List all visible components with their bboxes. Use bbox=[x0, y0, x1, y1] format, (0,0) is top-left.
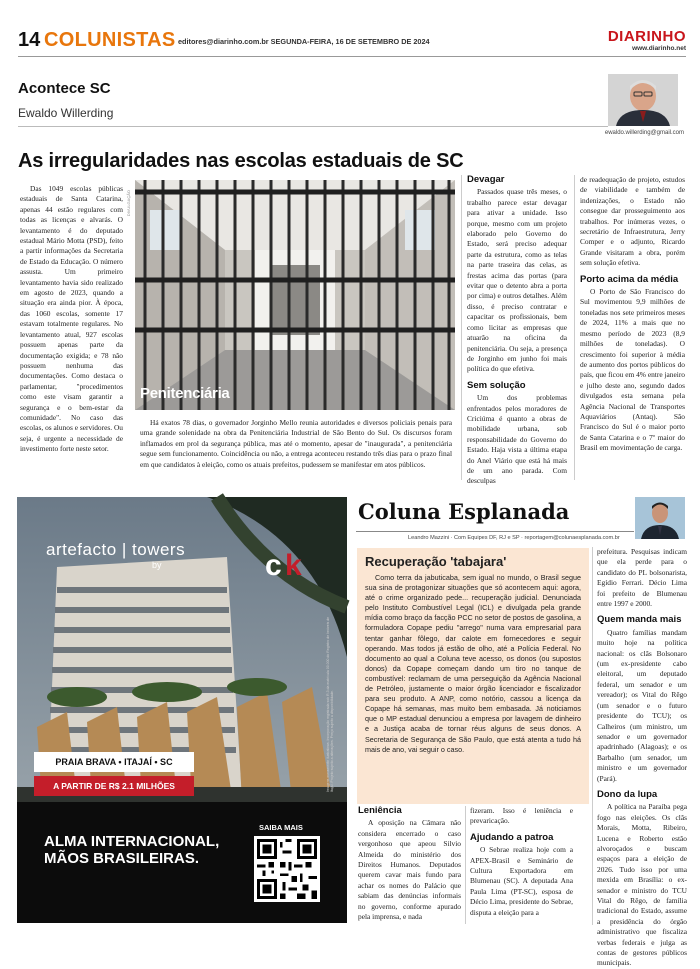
leniencia-text: A oposição na Câmara não considera encerrado o caso vergonhoso que apeou Silvio Almeida do ministério dos Direitos Humanos. Deputados querem cavar mais fundo para achar os nomes do Palácio que sabiam das denúncias informais no governo, conforme apurado pela imprensa, e nada bbox=[358, 818, 461, 922]
esplanada-column-2 bbox=[470, 806, 573, 918]
manda-text: Quatro famílias mandam muito hoje na política nacional: os clãs Bolsonaro (um ex-presidente cabo eleitoral, um deputado federal, um senador e um vereador); os Vital do Rêgo (um senador e o futuro presidente do TCU); os Calheiros (um ministro, um senador e um governador apadrinhado (Alagoas); e os Barbalho (um senador, um ministro e um governador (Pará). bbox=[597, 627, 687, 783]
article-left-column bbox=[20, 184, 123, 455]
column-rule bbox=[574, 175, 575, 480]
patroa-text: O Sebrae realiza hoje com a APEX-Brasil e Seminário de Cultura Exportadora em Blumenau (SC). A deputada Ana Paula Lima (PT-SC), esposa de Décio Lima, presidente do Sebrae, disputa a eleição para a bbox=[470, 845, 573, 917]
subhead-porto: Porto acima da média bbox=[580, 273, 679, 285]
esplanada-column-3 bbox=[597, 547, 687, 969]
column-rule bbox=[465, 806, 466, 924]
author-photo bbox=[608, 74, 678, 126]
qr-code-icon[interactable] bbox=[254, 836, 320, 902]
esplanada-byline: Leandro Mazzini · Com Equipes DF, RJ e SP · reportagem@colunaesplanada.com.br bbox=[408, 535, 620, 541]
author-email[interactable]: ewaldo.willerding@gmail.com bbox=[604, 130, 684, 136]
prison-photo bbox=[135, 180, 455, 410]
header-meta: editores@diarinho.com.br SEGUNDA-FEIRA, 16 DE SETEMBRO DE 2024 bbox=[178, 37, 430, 46]
col2-continuation: fizeram. Isso é leniência e prevaricação. bbox=[470, 806, 573, 826]
subhead-manda: Quem manda mais bbox=[597, 614, 682, 626]
article-intro-paragraph: Das 1049 escolas públicas estaduais de Santa Catarina, apenas 44 estão regulares com todas as licenças e alvarás. O levantamento é do deputado estadual Mário Motta (PSD), feito a partir informações da Secretaria de Estado da Educação. O número assusta. Um primeiro levantamento havia sido realizado em agosto de 2023, quando a situação era ainda pior. À época, das 1060 escolas, somente 17 estavam totalmente regulares. No levantamento atual, 927 escolas possuem apenas parte da documentação exigida; e 78 não possuem nenhuma das documentações. Como destaca o parlamentar, "procedimentos como este visam garantir a segurança e o bem-estar da comunidade". No caso das escolas, os alunos e servidores. Ou seja, é urgente a necessidade de investimento forte neste setor. bbox=[20, 184, 123, 454]
featured-box-title: Recuperação 'tabajara' bbox=[365, 554, 507, 569]
devagar-text: Passados quase três meses, o trabalho parece estar devagar para ativar a unidade. Isso porque, mesmo com um projeto elaborado pelo Governo do Estado, será preciso adequar parte da estrutura, como as telas na parte traseira das celas, as frestas acima das portas (para evitar que o detento abra a porta por cima) e outros detalhes. Além disso, é preciso contratar e capacitar os profissionais, bem como licitar as empresas que atuarão na oficina da penitenciária. Ou seja, a presença de Jorginho em junho foi mais política do que efetiva. bbox=[467, 187, 567, 374]
esplanada-author-photo bbox=[635, 497, 685, 539]
esplanada-column-1 bbox=[358, 806, 461, 922]
page-number: 14 bbox=[18, 29, 41, 51]
section-title: COLUNISTAS bbox=[44, 29, 176, 51]
column-rule bbox=[461, 175, 462, 480]
subhead-patroa: Ajudando a patroa bbox=[470, 831, 554, 843]
photo-credit: DIVULGAÇÃO bbox=[126, 190, 131, 217]
column-author: Ewaldo Willerding bbox=[18, 106, 114, 120]
col3-continuation: prefeitura. Pesquisas indicam que ela perde para o candidato do PL bolsonarista, Egídio Ferrari. Décio Lima foi prefeito de Blumenau entre 1997 e 2000. bbox=[597, 547, 687, 609]
porto-text: O Porto de São Francisco do Sul movimentou 9,9 milhões de toneladas nos sete primeiros meses de 2024, 11% a mais que no mesmo período de 2023 (8,9 milhões de toneladas). O crescimento foi superior à média de aumento dos portos públicos do país, que ficou em 4% entre janeiro e julho deste ano, segundo dados divulgados esta semana pela Agência Nacional de Transportes Aquaviários (Antaq). São Francisco do Sul é o maior porto de Santa Catarina e o 7º maior do Brasil em movimentação de carga. bbox=[580, 287, 685, 453]
ad-slogan: ALMA INTERNACIONAL, MÃOS BRASILEIRAS. bbox=[44, 833, 220, 867]
right-continuation-text: de readequação de projeto, estudos de viabilidade e também de indenizações, o Estado não consegue dar prosseguimento aos trabalhos. Por inúmeras vezes, o secretário de Infraestrutura, Jerry Comper e o adjunto, Ricardo Grande visitaram a obra, porém sem solução efetiva. bbox=[580, 175, 685, 268]
photo-label: Penitenciária bbox=[140, 385, 230, 402]
esplanada-title: Coluna Esplanada bbox=[358, 499, 570, 524]
header-divider bbox=[18, 56, 686, 57]
ad-brand: artefacto | towers bbox=[46, 540, 186, 559]
svg-text:k: k bbox=[285, 549, 302, 582]
svg-text:c: c bbox=[265, 549, 282, 582]
solucao-text: Um dos problemas enfrentados pelos moradores de Criciúma é quanto a obras de mobilidade urbana, sob responsabilidade do Governo do Estado. Haja vista a última etapa do Anel Viário que está há mais de um ano parada. Com desculpas bbox=[467, 393, 567, 486]
logo-text: DIARINHO bbox=[607, 28, 686, 45]
lupa-text: A política na Paraíba pega fogo nas eleições. Os clãs Morais, Motta, Ribeiro, Lucena e Roberto estão alvoroçados e buscam espaços para a eleição de 2026. Tudo isso por uma mexida em Brasília: o ex-senador e ministro do TCU Vital do Rêgo, de família tradicional do Estado, assume a presidência do órgão administrativo que fiscaliza verbas federais e julga as contas de gestores públicos municipais. bbox=[597, 802, 687, 968]
featured-box-text: Como terra da jabuticaba, sem igual no mundo, o Brasil segue sua sina de protagonizar situações que só acontecem aqui: agora, até o crime organizado pede... recuperação judicial. Denunciada pelo Instituto Combustível Legal (ICL) e divulgada pela grande mídia como braço da facção PCC no setor de postos de gasolina, a formuladora Copape pediu "arrego" numa vara empresarial para tentar ganhar fôlego, dar calote em fornecedores e seguir operando. Mas todos já estão de olho, até a Polícia Federal. No documento ao qual a Coluna teve acesso, os donos (ou supostos donos) da Copape começam dando um tiro no tanque de combustível: reclamam de uma perseguição da Agência Nacional de Petróleo, justamente o maior órgão licenciador e fiscalizador para seu produto. A ANP, como notório, cassou a licença da Copape há semanas, mas muito bem embasada. Já noticiamos que o MP estadual denunciou a empresa por lavagem de dinheiro e a Justiça acaba de tornar réus alguns de seus donos. A Secretaria de Segurança de São Paulo, que está atenta a tudo há mais de ano, vai seguir o caso. bbox=[365, 573, 581, 754]
article-middle-column bbox=[467, 175, 567, 487]
subhead-lupa: Dono da lupa bbox=[597, 788, 658, 800]
column-rule bbox=[592, 547, 593, 925]
subhead-leniencia: Leniência bbox=[358, 805, 402, 816]
article-headline: As irregularidades nas escolas estaduais de SC bbox=[18, 150, 464, 172]
ad-location: PRAIA BRAVA • ITAJAÍ • SC bbox=[34, 752, 194, 772]
article-right-column bbox=[580, 175, 685, 454]
ad-cta-label: SAIBA MAIS bbox=[259, 823, 303, 832]
column-title: Acontece SC bbox=[18, 80, 111, 97]
photo-caption bbox=[140, 418, 452, 470]
ad-legal-text: Imagens meramente ilustrativas. Incorporação registrada sob R.3 da matrícula 00.000 do Registro de Imóveis de Itajaí. Projeto sujeito a alterações. Preço sujeito a disponibilidade. bbox=[326, 616, 334, 792]
esplanada-divider bbox=[356, 531, 634, 532]
column-divider bbox=[18, 126, 608, 127]
subhead-devagar: Devagar bbox=[467, 174, 505, 185]
ad-price: A PARTIR DE R$ 2.1 MILHÕES bbox=[34, 776, 194, 796]
featured-box bbox=[357, 548, 589, 804]
logo-url: www.diarinho.net bbox=[632, 45, 686, 52]
ad-brand-by: by bbox=[152, 560, 162, 570]
caption-text: Há exatos 78 dias, o governador Jorginho Mello reunia autoridades e diversos policiais penais para uma grande solenidade na obra da Penitenciária Industrial de São Bento do Sul. Os discursos foram inflamados em prol da segurança pública, mas até o momento, apesar de "inaugurada", a penitenciária segue sem funcionamento. Coincidência ou não, a entrega aconteceu restando três dias para o prazo final em que candidatos à eleição, como os atuais prefeitos, pudessem se manifestar em atos públicos. bbox=[140, 418, 452, 469]
subhead-sem-solucao: Sem solução bbox=[467, 379, 526, 391]
